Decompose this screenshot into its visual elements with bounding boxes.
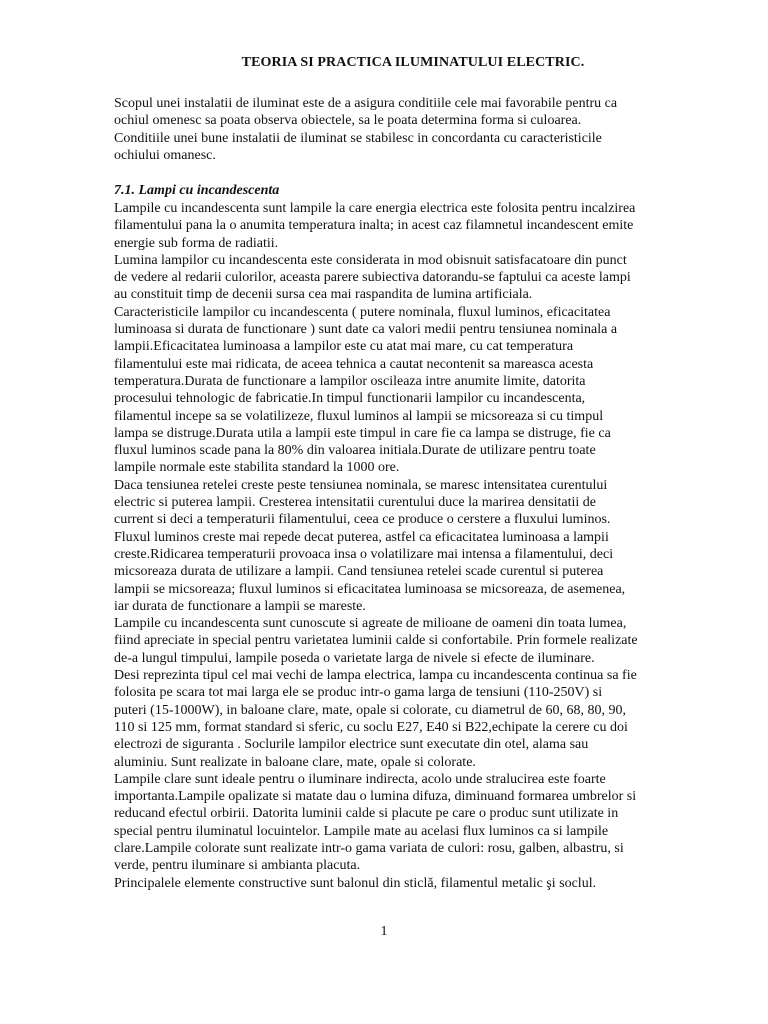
section-body <box>114 200 674 892</box>
body-line: clare.Lampile colorate sunt realizate intr-o gama variata de culori: rosu, galben, albastru, si <box>114 840 624 856</box>
body-line: current si deci a temperaturii filamentului, ceea ce produce o cerstere a fluxului luminos. <box>114 512 611 528</box>
body-line: de-a lungul timpului, lampile poseda o varietate larga de nivele si efecte de iluminare. <box>114 650 595 666</box>
body-line: Fluxul luminos creste mai repede decat puterea, astfel ca eficacitatea luminoasa a lampii <box>114 529 609 545</box>
body-line: Daca tensiunea retelei creste peste tensiunea nominala, se maresc intensitatea curentului <box>114 477 608 493</box>
body-line: Lampile cu incandescenta sunt cunoscute si agreate de milioane de oameni din toata lumea, <box>114 616 627 632</box>
body-line: Caracteristicile lampilor cu incandescenta ( putere nominala, fluxul luminos, eficacitatea <box>114 304 611 320</box>
intro-line: Conditiile unei bune instalatii de iluminat se stabilesc in concordanta cu caracteristicile <box>114 130 602 146</box>
body-line: lampile normale este stabilita standard la 1000 ore. <box>114 460 400 476</box>
body-line: aluminiu. Sunt realizate in baloane clare, mate, opale si colorate. <box>114 754 476 770</box>
body-line: creste.Ridicarea temperaturii provoaca insa o volatilizare mai intensa a filamentului, deci <box>114 546 614 562</box>
body-line: Lumina lampilor cu incandescenta este considerata in mod obisnuit satisfacatoare din punct <box>114 252 627 268</box>
body-line: Lampile cu incandescenta sunt lampile la care energia electrica este folosita pentru incalzirea <box>114 201 636 216</box>
body-line: special pentru iluminatul locuintelor. Lampile mate au acelasi flux luminos ca si lampile <box>114 823 609 839</box>
body-line: puteri (15-1000W), in baloane clare, mate, opale si colorate, cu diametrul de 60, 68, 80, 90, <box>114 702 626 718</box>
body-line: importanta.Lampile opalizate si matate dau o lumina difuza, diminuand formarea umbrelor si <box>114 789 637 805</box>
body-line: lampa se distruge.Durata utila a lampii este timpul in care fie ca lampa se distruge, fie ca <box>114 425 611 441</box>
body-line: 110 si 125 mm, format standard si sferic, cu soclu E27, E40 si B22,echipate la cerere cu doi <box>114 719 628 735</box>
body-line: filamentului este mai ridicata, de aceea tehnica a cautat necontenit sa mareasca acesta <box>114 356 594 372</box>
document-title: TEORIA SI PRACTICA ILUMINATULUI ELECTRIC. <box>241 55 585 70</box>
body-line: Principalele elemente constructive sunt balonul din sticlă, filamentul metalic şi soclul. <box>114 875 597 891</box>
body-line: electrozi de siguranta . Soclurile lampilor electrice sunt executate din otel, alama sau <box>114 737 589 753</box>
intro-line: Scopul unei instalatii de iluminat este de a asigura conditiile cele mai favorabile pentru ca <box>114 96 618 111</box>
body-line: fluxul luminos scade pana la 80% din valoarea initiala.Durate de utilizare pentru toate <box>114 443 596 459</box>
page-number: 1 <box>380 924 388 939</box>
body-line: Desi reprezinta tipul cel mai vechi de lampa electrica, lampa cu incandescenta continua sa fie <box>114 668 637 684</box>
body-line: iar durata de functionare a lampii se mareste. <box>114 598 366 614</box>
section-heading: 7.1. Lampi cu incandescenta <box>114 183 280 198</box>
intro-line: ochiul omenesc sa poata observa obiectele, sa le poata determina forma si culoarea. <box>114 113 582 129</box>
body-line: temperatura.Durata de functionare a lampilor oscileaza intre anumite limite, datorita <box>114 373 586 389</box>
body-line: verde, pentru iluminare si ambianta placuta. <box>114 858 361 874</box>
body-line: folosita pe scara tot mai larga ele se produc intr-o gama larga de tensiuni (110-250V) si <box>114 685 603 701</box>
body-line: micsoreaza durata de utilizare a lampii. Cand tensiunea retelei scade curentul si puterea <box>114 564 604 580</box>
body-line: de vedere al redarii culorilor, aceasta parere subiectiva datorandu-se faptului ca aceste lampi <box>114 270 631 286</box>
body-line: lampii se micsoreaza; fluxul luminos si eficacitatea luminoasa se micsoreaza, de asemenea, <box>114 581 626 597</box>
body-line: lampii.Eficacitatea luminoasa a lampilor este cu atat mai mare, cu cat temperatura <box>114 339 574 355</box>
body-line: luminoasa si durata de functionare ) sunt date ca valori medii pentru tensiunea nominala a <box>114 322 618 338</box>
body-line: procesului tehnologic de fabricatie.In timpul functionarii lampilor cu incandescenta, <box>114 391 586 407</box>
body-line: fiind apreciate in special pentru varietatea luminii calde si confortabile. Prin formele realizate <box>114 633 638 649</box>
body-line: reducand efectul orbirii. Datorita luminii calde si placute pe care o produc sunt utilizate in <box>114 806 619 822</box>
body-line: filamentului pana la o anumita temperatura inalta; in acest caz filamnetul incandescent emite <box>114 218 634 234</box>
body-line: filamentul incepe sa se volatilizeze, fluxul luminos al lampii se micsoreaza si cu timpul <box>114 408 604 424</box>
body-line: au constituit timp de decenii sursa cea mai raspandita de lumina artificiala. <box>114 287 533 303</box>
body-line: energie sub forma de radiatii. <box>114 235 279 251</box>
body-line: Lampile clare sunt ideale pentru o iluminare indirecta, acolo unde stralucirea este foarte <box>114 771 606 787</box>
intro-paragraph <box>114 95 674 164</box>
intro-line: ochiului omanesc. <box>114 147 216 163</box>
body-line: electric si puterea lampii. Cresterea intensitatii curentului duce la marirea densitatii de <box>114 495 597 511</box>
